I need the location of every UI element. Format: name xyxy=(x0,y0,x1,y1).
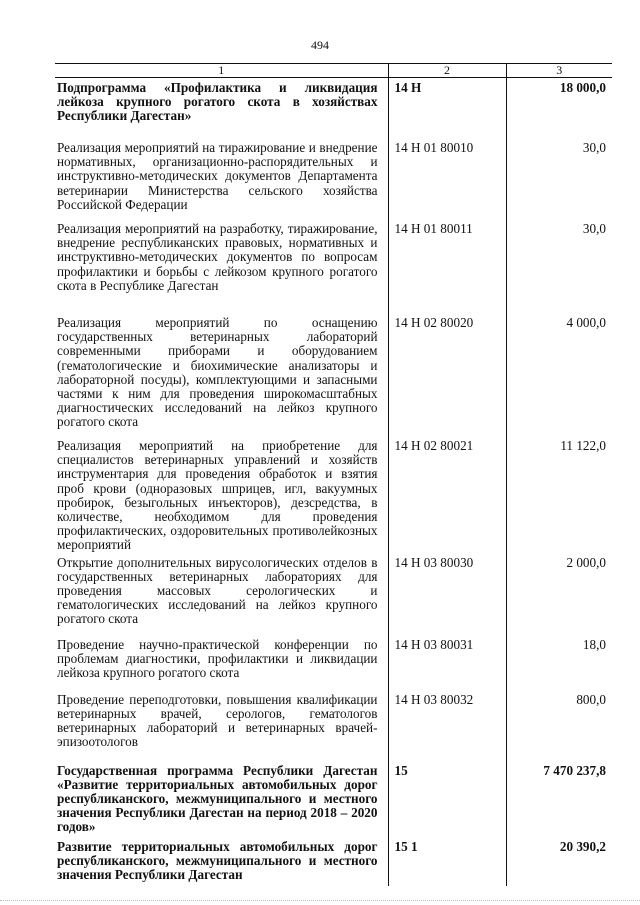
table-row xyxy=(55,553,612,635)
table-row xyxy=(55,761,612,837)
table-row xyxy=(55,635,612,690)
row-amount: 800,0 xyxy=(506,690,612,761)
row-code: 14 Н 02 80020 xyxy=(388,313,506,436)
table-row xyxy=(55,313,612,436)
row-name: Развитие территориальных автомобильных дорог республиканского, межмуниципального и местного значения Республики Дагестан xyxy=(57,838,378,883)
row-name: Государственная программа Республики Дагестан «Развитие территориальных автомобильных дорог республиканского, межмуниципального и местного значения Республики Дагестан на период 2018 – 2020 годов» xyxy=(57,762,378,835)
scan-edge xyxy=(0,900,640,905)
row-amount: 30,0 xyxy=(506,219,612,313)
table-row xyxy=(55,837,612,886)
row-name: Реализация мероприятий по оснащению государственных ветеринарных лабораторий современными приборами и оборудованием (гематологические и биохимические анализаторы и лабораторной посуды), комплектующими и запасными частями к ним для проведения широкомасштабных диагностических исследований на лейкоз крупного рогатого скота xyxy=(57,315,378,430)
row-code: 14 Н 03 80030 xyxy=(388,553,506,635)
row-amount: 30,0 xyxy=(506,138,612,219)
column-header-name: 1 xyxy=(55,64,388,78)
table-row xyxy=(55,78,612,139)
row-code: 14 Н 03 80032 xyxy=(388,690,506,761)
row-amount: 11 122,0 xyxy=(506,436,612,553)
row-name: Проведение научно-практической конференции по проблемам диагностики, профилактики и ликвидации лейкоза крупного рогатого скота xyxy=(57,636,378,681)
row-amount: 18,0 xyxy=(506,635,612,690)
row-code: 14 Н 03 80031 xyxy=(388,635,506,690)
row-code: 15 1 xyxy=(388,837,506,886)
row-amount: 20 390,2 xyxy=(506,837,612,886)
page-number: 494 xyxy=(311,38,329,52)
table-row xyxy=(55,138,612,219)
row-name: Подпрограмма «Профилактика и ликвидация лейкоза крупного рогатого скота в хозяйствах Республики Дагестан» xyxy=(57,80,378,124)
table-body xyxy=(55,78,612,886)
row-amount: 7 470 237,8 xyxy=(506,761,612,837)
header-row xyxy=(55,64,612,78)
column-header-amount: 3 xyxy=(506,64,612,78)
row-code: 14 Н 01 80010 xyxy=(388,138,506,219)
row-name: Реализация мероприятий на разработку, тиражирование, внедрение республиканских правовых, нормативных и инструктивно-методических документов по вопросам профилактики и борьбы с лейкозом крупного рогатого скота в Республике Дагестан xyxy=(57,221,378,293)
row-name: Реализация мероприятий на приобретение для специалистов ветеринарных управлений и хозяйств инструментария для проведения обработок и взятия проб крови (одноразовых шприцев, игл, вакуумных пробирок, безыгольных инъекторов), дезсредства, в количестве, необходимом для проведения профилактических, оздоровительных противолейкозных мероприятий xyxy=(57,438,378,553)
row-amount: 18 000,0 xyxy=(506,78,612,139)
row-amount: 4 000,0 xyxy=(506,313,612,436)
row-code: 14 Н 02 80021 xyxy=(388,436,506,553)
row-name: Проведение переподготовки, повышения квалификации ветеринарных врачей, серологов, гематологов ветеринарных лабораторий и ветеринарных врачей-эпизоотологов xyxy=(57,691,378,750)
row-code: 15 xyxy=(388,761,506,837)
row-amount: 2 000,0 xyxy=(506,553,612,635)
table-header xyxy=(55,64,612,78)
row-code: 14 Н xyxy=(388,78,506,139)
table-row xyxy=(55,219,612,313)
budget-table xyxy=(55,63,612,886)
column-header-code: 2 xyxy=(388,64,506,78)
table-row xyxy=(55,436,612,553)
row-name: Открытие дополнительных вирусологических отделов в государственных ветеринарных лабораториях для проведения массовых серологических и гематологических исследований на лейкоз крупного рогатого скота xyxy=(57,554,378,627)
table-row xyxy=(55,690,612,761)
row-code: 14 Н 01 80011 xyxy=(388,219,506,313)
row-name: Реализация мероприятий на тиражирование и внедрение нормативных, организационно-распорядительных и инструктивно-методических документов Департамента ветеринарии Министерства сельского хозяйства Российской Федерации xyxy=(57,140,378,212)
